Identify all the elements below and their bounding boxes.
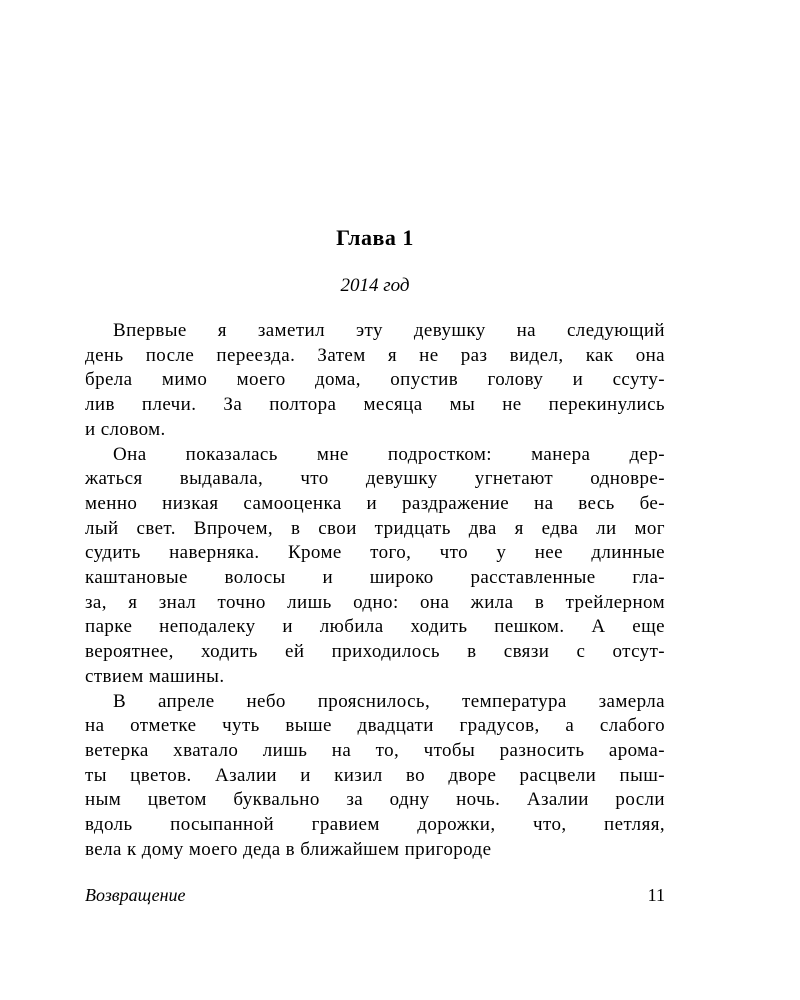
paragraph — [85, 443, 665, 690]
text-line: судить наверняка. Кроме того, что у нее длинные — [85, 542, 665, 564]
text-line: Она показалась мне подростком: манера дер- — [113, 443, 665, 465]
text-line: лив плечи. За полтора месяца мы не перекинулись — [85, 394, 665, 416]
text-line: на отметке чуть выше двадцати градусов, а слабого — [85, 715, 665, 737]
text-line: жаться выдавала, что девушку угнетают одновре- — [85, 468, 665, 490]
paragraph — [85, 690, 665, 863]
text-line: вдоль посыпанной гравием дорожки, что, петляя, — [85, 814, 665, 836]
chapter-subtitle: 2014 год — [340, 275, 410, 296]
text-line: день после переезда. Затем я не раз видел, как она — [85, 344, 665, 366]
paragraph — [85, 319, 665, 443]
text-line: и словом. — [85, 418, 166, 440]
text-line: брела мимо моего дома, опустив голову и ссуту- — [85, 369, 665, 391]
text-line: ствием машины. — [85, 665, 225, 687]
running-book-title: Возвращение — [85, 885, 186, 905]
text-line: В апреле небо прояснилось, температура замерла — [113, 690, 665, 712]
text-line: Впервые я заметил эту девушку на следующий — [113, 320, 665, 341]
text-line: за, я знал точно лишь одно: она жила в трейлерном — [85, 591, 665, 613]
text-line: менно низкая самооценка и раздражение на весь бе- — [85, 492, 665, 514]
text-line: ты цветов. Азалии и кизил во дворе расцвели пыш- — [85, 764, 665, 786]
text-line: парке неподалеку и любила ходить пешком. А еще — [85, 616, 665, 638]
text-line: вероятнее, ходить ей приходилось в связи с отсут- — [85, 641, 665, 663]
body-text — [85, 319, 665, 862]
text-line: вела к дому моего деда в ближайшем пригороде — [85, 838, 492, 860]
page-content — [85, 0, 665, 862]
text-line: каштановые волосы и широко расставленные гла- — [85, 567, 665, 589]
chapter-title: Глава 1 — [336, 225, 414, 250]
text-line: ветерка хватало лишь на то, чтобы разносить арома- — [85, 739, 665, 761]
page-footer — [85, 885, 665, 906]
text-line: ным цветом буквально за одну ночь. Азалии росли — [85, 789, 665, 811]
page-number: 11 — [647, 885, 665, 905]
text-line: лый свет. Впрочем, в свои тридцать два я едва ли мог — [85, 517, 665, 539]
